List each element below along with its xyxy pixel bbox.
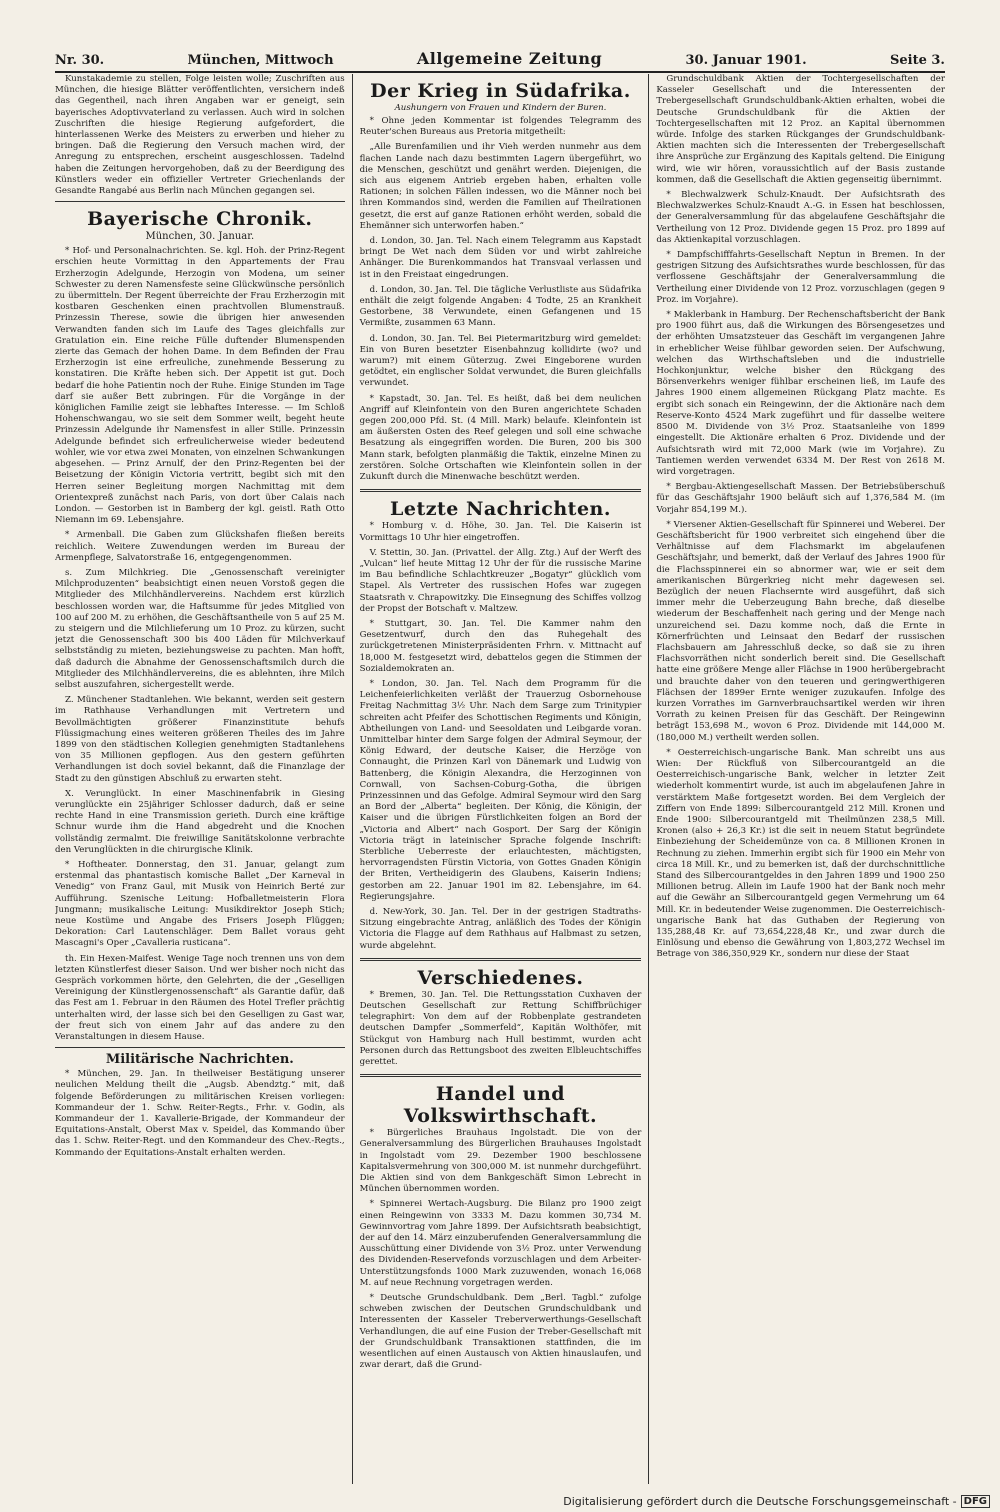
divider xyxy=(360,489,642,492)
article-text: V. Stettin, 30. Jan. (Privattel. der Allg. Ztg.) Auf der Werft des „Vulcan“ lief heute Mittag 12 Uhr der für die russische Marine im Bau befindliche Schlachtkreuzer „Bogatyr“ glücklich vom Stapel. Als Vertreter des russischen Hofes war zugegen Staatsrath v. Chrapowitzky. Die Einsegnung des Schiffes vollzog der Propst der Botschaft v. Maltzew. xyxy=(359,547,642,614)
credit-text: Digitalisierung gefördert durch die Deutsche Forschungsgemeinschaft - xyxy=(563,1495,957,1508)
article-text: * München, 29. Jan. In theilweiser Bestätigung unserer neulichen Meldung theilt die „Augsb. Abendztg.“ mit, daß folgende Beförderungen zu militärischen Kreisen vorliegen: Kommandeur der 1. Schw. Reiter-Regts., Frhr. v. Godin, als Kommandeur der 1. Kavallerie-Brigade, der Kommandeur der Equitations-Anstalt, Oberst Max v. Speidel, das Kommando über das 1. Schw. Reiter-Regt. und den Kommandeur des Chev.-Regts., Kommando der Equitations-Anstalt erhalten werden. xyxy=(55,1069,345,1158)
article-text: * Stuttgart, 30. Jan. Tel. Die Kammer nahm den Gesetzentwurf, durch den das Ruhegehalt des zurückgetretenen Ministerpräsidenten Frhrn. v. Mittnacht auf 18,000 M. festgesetzt wird, debattelos gegen die Stimmen der Sozialdemokraten an. xyxy=(359,618,642,674)
article-text: * Bremen, 30. Jan. Tel. Die Rettungsstation Cuxhaven der Deutschen Gesellschaft zur Rettung Schiffbrüchiger telegraphirt: Von dem auf der Robbenplate gestrandeten deutschen Dampfer „Sommerfeld“, Kapitän Wolthöfer, mit Stückgut von Hamburg nach Hull bestimmt, wurden acht Personen durch das Rettungsboot des zweiten Elbleuchtschiffes gerettet. xyxy=(359,989,642,1068)
article-text: s. Zum Milchkrieg. Die „Genossenschaft vereinigter Milchproduzenten“ beabsichtigt einen neuen Vorstoß gegen die Mitglieder des Milchhändlervereins. Nachdem erst kürzlich beschlossen worden war, die Haftsumme für jedes Mitglied von 100 auf 200 M. zu erhöhen, die Geschäftsantheile von 5 auf 25 M. zu steigern und die Milchlieferung um 10 Proz. zu kürzen, sucht jetzt die Genossenschaft 300 bis 400 Läden für Milchverkauf selbstständig zu mieten, beziehungsweise zu pachten. Man hofft, daß dadurch die Abnahme der Genossenschaftsmilch durch die Mitglieder des Milchhändlervereins, die es ablehnten, ihre Milch selbst auszufahren, sichergestellt werde. xyxy=(55,567,345,690)
article-text: * Armenball. Die Gaben zum Glückshafen fließen bereits reichlich. Weitere Zuwendungen werden im Bureau der Armenpflege, Salvatorstraße 16, entgegengenommen. xyxy=(55,530,345,563)
article-text: d. London, 30. Jan. Tel. Die tägliche Verlustliste aus Südafrika enthält die zeigt folgende Angaben: 4 Todte, 25 an Krankheit Gestorbene, 38 Verwundete, einen Gefangenen und 15 Vermißte, zusammen 63 Mann. xyxy=(359,284,642,329)
article-text: d. New-York, 30. Jan. Tel. Der in der gestrigen Stadtraths-Sitzung eingebrachte Antrag, anläßlich des Todes der Königin Victoria die Flagge auf dem Rathhaus auf Halbmast zu setzen, wurde abgelehnt. xyxy=(359,907,642,951)
dfg-logo-icon: DFG xyxy=(961,1495,990,1508)
article-text: * Viersener Aktien-Gesellschaft für Spinnerei und Weberei. Der Geschäftsbericht für 1900 verbreitet sich eingehend über die Verhältnisse auf dem Flachsmarkt im abgelaufenen Geschäftsjahr, und bemerkt, daß der Verlauf des Jahres 1900 für die Flachsspinnerei ein so abnormer war, wie er seit dem amerikanischen Bürgerkrieg nicht mehr dagewesen sei. Bezüglich der neuen Flachsernte wird ausgeführt, daß sich immer mehr die Ueberzeugung Bahn breche, daß dieselbe wiederum der Beschaffenheit nach gering und der Menge nach unzureichend sei. Dazu komme noch, daß die Ernte in Körnerfrüchten und Leinsaat den Bedarf der russischen Flachsbauern am Jahresschluß decke, so daß sie zu ihren Flachsvorräthen nicht sonderlich bereit sind. Die Gesellschaft hatte eine größere Menge aller Flächse in 1900 herübergebracht und brauchte daher von den teueren und geringwerthigeren Flächsen der 1899er Ernte weniger zuzukaufen. Infolge des kurzen Vorrathes im Garnverbrauchsartikel werden wir ihren Vorrath zu keinen Preisen für das Geschäft. Der Reingewinn beträgt 153,698 M., wovon 6 Proz. Dividende mit 144,000 M. (180,000 M.) vertheilt werden sollen. xyxy=(656,519,945,743)
article-text: Grundschuldbank Aktien der Tochtergesellschaften der Kasseler Gesellschaft und die Interessenten der Trebergesellschaft Grundschuldbank-Aktien erhalten, wobei die Deutsche Grundschuldbank für die Aktien der Tochtergesellschaften mit 12 Proz. an Kapital übernommen würde. Infolge des starken Rückganges der Grundschuldbank-Aktien machten sich die Interessenten der Trebergesellschaft ihre Ansprüche zur Ergänzung des Kapitals geltend. Die Einigung wird, wie wir hören, voraussichtlich auf der Basis zustande kommen, daß die Gesellschaft die Aktien gegenseitig übernimmt. xyxy=(656,74,945,185)
article-text: * London, 30. Jan. Tel. Nach dem Programm für die Leichenfeierlichkeiten verläßt der Trauerzug Osbornehouse Freitag Nachmittag 3½ Uhr. Nach dem Sarge zum Trinitypier schreiten acht Pfeifer des Schottischen Regiments und Königin, Abtheilungen von Land- und Seesoldaten und Leibgarde voran. Unmittelbar hinter dem Sarge folgen der Admiral Seymour, der König Edward, der deutsche Kaiser, die Herzöge von Connaught, die Prinzen Karl von Dänemark und Ludwig von Battenberg, die Königin Alexandra, die Herzoginnen von Cornwall, von Sachsen-Coburg-Gotha, die übrigen Prinzessinnen und das Gefolge. Admiral Seymour wird den Sarg an Bord der „Alberta“ begleiten. Der König, die Königin, der Kaiser und die übrigen Fürstlichkeiten folgen an Bord der „Victoria and Albert“ nach Gosport. Der Sarg der Königin Victoria trägt in lateinischer Sprache folgende Inschrift: Sterbliche Ueberreste der erlauchtesten, mächtigsten, hervorragendsten Fürstin Victoria, von Gottes Gnaden Königin der Briten, Vertheidigerin des Glaubens, Kaiserin Indiens; gestorben am 22. Januar 1901 im 82. Lebensjahre, im 64. Regierungsjahre. xyxy=(359,678,642,902)
section-heading: Der Krieg in Südafrika. xyxy=(370,80,631,102)
column-1 xyxy=(55,74,352,1484)
column-3 xyxy=(648,74,945,1484)
article-text: * Spinnerei Wertach-Augsburg. Die Bilanz pro 1900 zeigt einen Reingewinn von 3333 M. Dazu kommen 30,734 M. Gewinnvortrag vom Jahre 1899. Der Aufsichtsrath beabsichtigt, der auf den 14. März einzuberufenden Generalversammlung die Ausschüttung einer Dividende von 3½ Proz. unter Verwendung des Dividenden-Reservefonds vorzuschlagen und dem Arbeiter-Unterstützungsfonds 1000 Mark zuzuwenden, wonach 16,068 M. auf neue Rechnung vorgetragen werden. xyxy=(359,1199,642,1288)
article-text: * Bürgerliches Brauhaus Ingolstadt. Die von der Generalversammlung des Bürgerlichen Brauhauses Ingolstadt in Ingolstadt vom 29. Dezember 1900 beschlossene Kapitalsvermehrung von 300,000 M. ist nunmehr durchgeführt. Die Aktien sind von dem Bankgeschäft Simon Lebrecht in München übernommen worden. xyxy=(359,1128,642,1195)
place-day: München, Mittwoch xyxy=(187,53,334,68)
divider xyxy=(360,958,642,961)
section-heading: Bayerische Chronik. xyxy=(87,208,313,231)
section-heading: Verschiedenes. xyxy=(417,966,584,989)
article-text: X. Verunglückt. In einer Maschinenfabrik in Giesing verunglückte ein 25jähriger Schlosser dadurch, daß er seine rechte Hand in eine Transmission gerieth. Durch eine kräftige Schnur wurde ihm die Hand abgedreht und die Knochen vollständig zermalmt. Die freiwillige Sanitätskolonne verbrachte den Verunglückten in die chirurgische Klinik. xyxy=(55,788,345,855)
article-text: * Deutsche Grundschuldbank. Dem „Berl. Tagbl.“ zufolge schweben zwischen der Deutschen Grundschuldbank und Interessenten der Kasseler Treberverwerthungs-Gesellschaft Verhandlungen, die auf eine Fusion der Treber-Gesellschaft mit der Grundschuldbank Transaktionen stattfinden, die im wesentlichen auf einen Austausch von Aktien hinauslaufen, und zwar derart, daß die Grund- xyxy=(359,1293,642,1371)
divider xyxy=(360,1074,642,1077)
article-text: * Oesterreichisch-ungarische Bank. Man schreibt uns aus Wien: Der Rückfluß von Silbercourantgeld an die Oesterreichisch-ungarische Bank, welcher in letzter Zeit wiederholt kommentirt wurde, ist auch im abgelaufenen Jahre in verstärktem Maße fortgesetzt worden. Bei dem Vergleich der Ziffern von Ende 1899: Silbercourantgeld 212 Mill. Kronen und Ende 1900: Silbercourantgeld mit Theilmünzen 238,5 Mill. Kronen (also + 26,3 Kr.) ist die seit in neuem Statut begründete Einbeziehung der Scheidemünze von ca. 8 Millionen Kronen in Rechnung zu ziehen. Immerhin ergibt sich für 1900 ein Mehr von circa 18 Mill. Kr., und zu bemerken ist, daß der durchschnittliche Stand des Silbercourantgeldes in den Jahren 1899 und 1900 250 Millionen betrug. Allein im Laufe 1900 hat der Bank noch mehr auf die Gewähr an Silbercourantgeld gegen Vermehrung um 64 Mill. Kr. in bedeutender Weise zugenommen. Die Oesterreichisch-ungarische Bank hat das Guthaben der Regierung von 135,288,48 Kr. auf 73,654,228,48 Kr., und zwar durch die Einlösung und ebenso die Gewährung von 1,803,272 Wechsel im Betrage von 386,350,929 Kr., sondern nur diese der Staat xyxy=(656,747,945,960)
article-text: * Kapstadt, 30. Jan. Tel. Es heißt, daß bei dem neulichen Angriff auf Kleinfontein von den Buren angerichtete Schaden gegen 200,000 Pfd. St. (4 Mill. Mark) belaufe. Kleinfontein ist am äußersten Osten des Reef gelegen und soll eine schwache Besatzung als eingegriffen worden. Die Buren, 200 bis 300 Mann stark, befolgten planmäßig die Taktik, einzelne Minen zu zerstören. Solche Ortschaften wie Kleinfontein sollen in der Zukunft durch die Minenwache beschützt werden. xyxy=(359,393,642,483)
dateline: München, 30. Januar. xyxy=(145,231,255,243)
divider xyxy=(55,201,345,202)
section-heading: Handel und Volkswirthschaft. xyxy=(403,1083,598,1128)
article-text: „Alle Burenfamilien und ihr Vieh werden nunmehr aus dem flachen Lande nach dazu bestimmten Lagern übergeführt, wo die Menschen, geschützt und genährt werden. Diejenigen, die sich aus eigenem Antrieb ergeben haben, erhalten volle Rationen; in solchen Fällen indessen, wo die Männer noch bei ihren Kommandos sind, werden die Familien auf Theilrationen gesetzt, die erst auf ganze Rationen erhöht werden, sobald die Ehemänner sich unterworfen haben.“ xyxy=(359,142,642,231)
divider xyxy=(55,1047,345,1048)
section-heading: Militärische Nachrichten. xyxy=(105,1052,294,1068)
article-text: * Hof- und Personalnachrichten. Se. kgl. Hoh. der Prinz-Regent erschien heute Vormittag in den Appartements der Frau Erzherzogin Adelgunde, Herzogin von Modena, um seiner Schwester zu deren Namensfeste seine Glückwünsche persönlich zu übermitteln. Der Regent überreichte der Frau Erzherzogin mit kostbaren Geschenken einen prachtvollen Blumenstrauß. Prinzessin Therese, sowie die übrigen hier anwesenden Verwandten fanden sich im Laufe des Tages gleichfalls zur Gratulation ein. Eine reiche Fülle duftender Blumenspenden zierte das Gemach der hohen Dame. In dem Befinden der Frau Erzherzogin ist eine erfreuliche, zunehmende Besserung zu konstatiren. Die Kräfte heben sich. Der Appetit ist gut. Doch bedarf die hohe Patientin noch der Ruhe. Einige Stunden im Tage darf sie außer Bett zubringen. Für die Vorgänge in der königlichen Familie zeigt sie lebhaftes Interesse. — Im Schloß Hohenschwangau, wo sie seit dem Sommer weilt, begeht heute Prinzessin Adelgunde ihr Namensfest in aller Stille. Prinzessin Adelgunde befindet sich erfreulicherweise wieder bedeutend wohler, wie vor etwa zwei Monaten, von einzelnen Schwankungen abgesehen. — Prinz Arnulf, der den Prinz-Regenten bei der Beisetzung der Königin Victoria vertritt, begibt sich mit den Herren seiner Begleitung morgen Nachmittag mit dem Orientexpreß zunächst nach Paris, von dort über Calais nach London. — Gestorben ist in Bamberg der kgl. geistl. Rath Otto Niemann im 69. Lebensjahre. xyxy=(55,246,345,526)
article-text: * Ohne jeden Kommentar ist folgendes Telegramm des Reuter'schen Bureaus aus Pretoria mitgetheilt: xyxy=(359,116,642,138)
article-text: * Blechwalzwerk Schulz-Knaudt. Der Aufsichtsrath des Blechwalzwerkes Schulz-Knaudt A.-G. in Essen hat beschlossen, der Generalversammlung für das abgelaufene Geschäftsjahr die Vertheilung von 12 Proz. Dividende gegen 15 Proz. pro 1899 auf das Aktienkapital vorzuschlagen. xyxy=(656,190,945,245)
column-2 xyxy=(352,74,649,1484)
section-heading: Letzte Nachrichten. xyxy=(390,498,611,521)
article-text: * Bergbau-Aktiengesellschaft Massen. Der Betriebsüberschuß für das Geschäftsjahr 1900 beläuft sich auf 1,376,584 M. (im Vorjahr 854,199 M.). xyxy=(656,482,945,515)
page-number: Seite 3. xyxy=(889,53,945,68)
digitization-credit xyxy=(563,1495,990,1508)
article-text: * Homburg v. d. Höhe, 30. Jan. Tel. Die Kaiserin ist Vormittags 10 Uhr hier eingetroffen. xyxy=(359,521,642,543)
article-text: Z. Münchener Stadtanlehen. Wie bekannt, werden seit gestern im Rathhause Verhandlungen mit Vertretern und Bevollmächtigten größerer Finanzinstitute behufs Flüssigmachung eines weiteren größeren Theiles des im Jahre 1899 von den städtischen Kollegien genehmigten Stadtanlehens von 35 Millionen gepflogen. Aus den gestern geführten Verhandlungen ist doch soviel bekannt, daß die Finanzlage der Stadt zu den günstigen Abschluß zu erwarten steht. xyxy=(55,695,345,784)
issue-date: 30. Januar 1901. xyxy=(685,53,807,68)
article-text: * Dampfschifffahrts-Gesellschaft Neptun in Bremen. In der gestrigen Sitzung des Aufsichtsrathes wurde beschlossen, für das verflossene Geschäftsjahr der Generalversammlung die Vertheilung einer Dividende von 12 Proz. vorzuschlagen (gegen 9 Proz. im Vorjahre). xyxy=(656,250,945,305)
article-text: * Hoftheater. Donnerstag, den 31. Januar, gelangt zum erstenmal das phantastisch komische Ballet „Der Karneval in Venedig“ von Franz Gaul, mit Musik von Heinrich Berté zur Aufführung. Szenische Leitung: Hofballetmeisterin Flora Jungmann; musikalische Leitung: Musikdirektor Joseph Stich; neue Kostüme und Angabe des Frisers Joseph Flüggen; Dekoration: Carl Lautenschläger. Dem Ballet voraus geht Mascagni's Oper „Cavalleria rusticana“. xyxy=(55,860,345,949)
columns xyxy=(55,74,945,1484)
masthead xyxy=(55,42,945,73)
issue-number: Nr. 30. xyxy=(55,53,105,68)
newspaper-title: Allgemeine Zeitung xyxy=(416,49,603,68)
article-text: th. Ein Hexen-Maifest. Wenige Tage noch trennen uns von dem letzten Künstlerfest dieser Saison. Und wer bisher noch nicht das Gespräch vorkommen hörte, den Gelehrten, die der „Geselligen Vereinigung der Künstlergenossenschaft“ als Garantie dafür, daß das Fest am 1. Februar in den Räumen des Hotel Trefler prächtig unterhalten wird, der lasse sich bei den Geselligen zu Gast war, der freut sich von einem Jahr auf das andere zu den Veranstaltungen in diesem Hause. xyxy=(55,953,345,1043)
article-text: Kunstakademie zu stellen, Folge leisten wolle; Zuschriften aus München, die hiesige Blätter veröffentlichten, versichern indeß das Gegentheil, nach ihren Angaben war er geneigt, sein bayerisches Adoptivvaterland zu verlassen. Auch wird in solchen Zuschriften die hiesige Regierung aufgefordert, die hinterlassenen Werke des Meisters zu erwerben und hieher zu bringen. Daß die Regierung den Versuch machen wird, der Anregung zu entsprechen, erscheint ausgeschlossen. Tadelnd haben die Zeitungen hervorgehoben, daß zu der Beerdigung des Künstlers weder ein offizieller Vertreter Griechenlands der Gesandte Rangabé aus Berlin nach München gegangen sei. xyxy=(55,74,345,197)
article-text: d. London, 30. Jan. Tel. Nach einem Telegramm aus Kapstadt bringt De Wet nach dem Süden vor und wirbt zahlreiche Anhänger. Die Burenkommandos hat Transvaal verlassen und ist in den Freistaat eingedrungen. xyxy=(359,236,642,280)
article-text: * Maklerbank in Hamburg. Der Rechenschaftsbericht der Bank pro 1900 führt aus, daß die Wirkungen des Börsengesetzes und der erhöhten Umsatzsteuer das Geschäft im vergangenen Jahre in erheblicher Weise fühlbar geworden seien. Der Aufschwung, welchen das Wirthschaftsleben und die industrielle Hochkonjunktur, welche bisher den Rückgang des Börsenverkehrs weniger fühlbar erscheinen ließ, im Laufe des Jahres 1900 einem allgemeinen Rückgang Platz machte. Es ergibt sich sonach ein Reingewinn, der die Aktionäre nach dem Reserve-Konto 4524 Mark zugeführt und für dasselbe weitere 8500 M. Dividende von 3½ Proz. Staatsanleihe von 1899 eingestellt. Die Aktionäre erhalten 6 Proz. Dividende und der Aufsichtsrath wird mit 72,000 Mark (wie im Vorjahre). Zu Tantiemen werden verwendet 6334 M. Der Rest von 2618 M. wird vorgetragen. xyxy=(656,310,945,477)
article-text: d. London, 30. Jan. Tel. Bei Pietermaritzburg wird gemeldet: Ein von Buren besetzter Eisenbahnzug kollidirte (wo? und warum?) mit einem Güterzug. Zwei Eingeborene wurden getödtet, ein englischer Soldat verwundet, die Buren gleichfalls verwundet. xyxy=(359,333,642,389)
subheading: Aushungern von Frauen und Kindern der Buren. xyxy=(394,103,607,113)
